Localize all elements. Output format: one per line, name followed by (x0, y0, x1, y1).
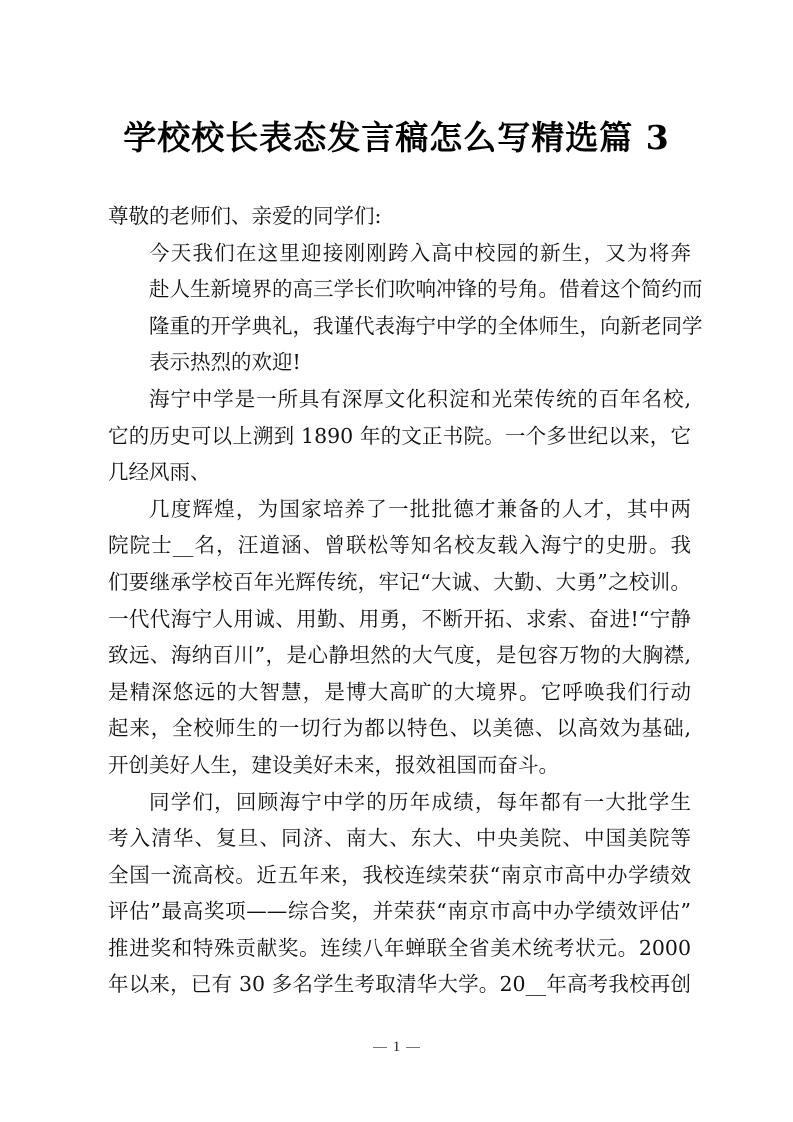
text-line: 年以来，已有 30 多名学生考取清华大学。20__年高考我校再创 (108, 972, 691, 997)
text-line: 赴人生新境界的高三学长们吹响冲锋的号角。借着这个简约而 (149, 277, 703, 302)
paragraph-history (108, 381, 691, 491)
text-line: 致远、海纳百川”，是心静坦然的大气度，是包容万物的大胸襟, (108, 643, 691, 668)
text-line: 隆重的开学典礼，我谨代表海宁中学的全体师生，向新老同学 (149, 313, 703, 338)
text-line: 是精深悠远的大智慧，是博大高旷的大境界。它呼唤我们行动 (108, 679, 691, 704)
text-line: 今天我们在这里迎接刚刚跨入高中校园的新生，又为将奔 (149, 240, 691, 265)
page-number: 1 (392, 1039, 401, 1055)
footer-dash-left (373, 1047, 387, 1048)
paragraph-welcome (108, 235, 703, 381)
paragraph-tradition (108, 491, 691, 784)
footer-dash-right (406, 1047, 420, 1048)
text-line: 海宁中学是一所具有深厚文化积淀和光荣传统的百年名校, (149, 386, 691, 411)
document-title: 学校校长表态发言稿怎么写精选篇 3 (123, 118, 670, 157)
text-line: 院院士__名，汪道涵、曾联松等知名校友载入海宁的史册。我 (108, 533, 691, 558)
salutation-line: 尊敬的老师们、亲爱的同学们: (108, 204, 382, 228)
salutation (108, 198, 691, 235)
text-line: 几经风雨、 (108, 460, 211, 485)
text-line: 几度辉煌，为国家培养了一批批德才兼备的人才，其中两 (149, 496, 691, 521)
text-line: 评估”最高奖项——综合奖，并荣获“南京市高中办学绩效评估” (108, 899, 691, 924)
text-line: 一代代海宁人用诚、用勤、用勇，不断开拓、求索、奋进!“宁静 (108, 606, 691, 631)
page-footer (0, 1039, 793, 1056)
text-line: 们要继承学校百年光辉传统，牢记“大诚、大勤、大勇”之校训。 (108, 569, 691, 594)
text-line: 起来，全校师生的一切行为都以特色、以美德、以高效为基础, (108, 716, 691, 741)
document-body (108, 198, 703, 1003)
text-line: 表示热烈的欢迎! (149, 350, 301, 375)
text-line: 同学们，回顾海宁中学的历年成绩，每年都有一大批学生 (149, 789, 691, 814)
text-line: 开创美好人生，建设美好未来，报效祖国而奋斗。 (108, 752, 559, 777)
text-line: 它的历史可以上溯到 1890 年的文正书院。一个多世纪以来，它 (108, 423, 691, 448)
paragraph-achievements (108, 784, 691, 1004)
text-line: 考入清华、复旦、同济、南大、东大、中央美院、中国美院等 (108, 826, 691, 851)
text-line: 全国一流高校。近五年来，我校连续荣获“南京市高中办学绩效 (108, 862, 691, 887)
text-line: 推进奖和特殊贡献奖。连续八年蝉联全省美术统考状元。2000 (108, 935, 691, 960)
